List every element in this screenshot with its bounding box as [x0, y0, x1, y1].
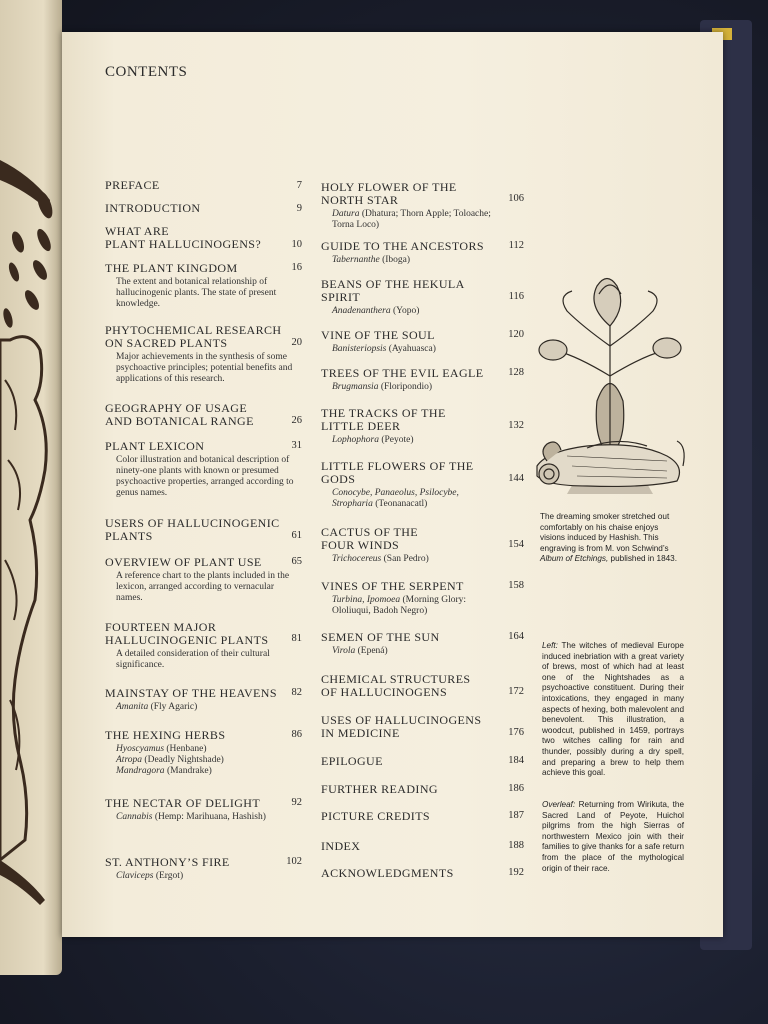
toc-entry[interactable] [105, 621, 297, 671]
toc-entry[interactable] [321, 278, 499, 317]
toc-entry-page-number: 120 [508, 329, 524, 340]
toc-entry[interactable] [105, 556, 297, 604]
toc-entry-title: USES OF HALLUCINOGENS IN MEDICINE [321, 713, 482, 740]
toc-entry-description: A detailed consideration of their cultural significance. [116, 649, 270, 670]
toc-entry-title: OVERVIEW OF PLANT USE [105, 555, 262, 569]
toc-entry-title: MAINSTAY OF THE HEAVENS [105, 686, 277, 700]
toc-entry-description: Virola (Epená) [332, 646, 388, 656]
toc-entry-page-number: 82 [291, 687, 302, 698]
caption-overleaf: Overleaf: Returning from Wirikuta, the Sacred Land of Peyote, Huichol pilgrims from the high Sierras of northwestern Mexico join with their families to give thanks for a safe return from the place of the mythological origin of their race. [542, 800, 684, 873]
toc-entry-page-number: 16 [291, 262, 302, 273]
toc-entry-title: PLANT LEXICON [105, 439, 205, 453]
toc-entry-title: FURTHER READING [321, 782, 438, 796]
toc-entry-title: INDEX [321, 839, 361, 853]
toc-entry-page-number: 176 [508, 727, 524, 738]
toc-entry-title: CHEMICAL STRUCTURES OF HALLUCINOGENS [321, 672, 471, 699]
toc-entry-page-number: 158 [508, 580, 524, 591]
toc-entry-page-number: 144 [508, 473, 524, 484]
toc-entry[interactable] [105, 440, 297, 499]
toc-entry-page-number: 184 [508, 755, 524, 766]
smoker-engraving [527, 266, 693, 500]
toc-entry[interactable] [321, 367, 499, 393]
toc-entry-page-number: 61 [291, 530, 302, 541]
toc-entry-page-number: 192 [508, 867, 524, 878]
toc-entry-page-number: 26 [291, 415, 302, 426]
toc-entry-page-number: 102 [286, 856, 302, 867]
toc-entry-title: TREES OF THE EVIL EAGLE [321, 366, 484, 380]
toc-entry-title: PREFACE [105, 178, 160, 192]
toc-entry-description: Conocybe, Panaeolus, Psilocybe, Stropharia (Teonanacatl) [332, 488, 459, 509]
toc-entry-title: THE NECTAR OF DELIGHT [105, 796, 261, 810]
toc-entry-description: Trichocereus (San Pedro) [332, 554, 429, 564]
toc-entry[interactable] [321, 755, 499, 768]
toc-entry-title: PICTURE CREDITS [321, 809, 431, 823]
toc-entry-page-number: 65 [291, 556, 302, 567]
toc-entry-page-number: 31 [291, 440, 302, 451]
toc-entry-page-number: 164 [508, 631, 524, 642]
toc-entry-title: ST. ANTHONY’S FIRE [105, 855, 230, 869]
toc-entry-description: Major achievements in the synthesis of some psychoactive principles; potential benefits and applications of this research. [116, 352, 293, 384]
toc-entry-title: SEMEN OF THE SUN [321, 630, 440, 644]
toc-entry-description: Claviceps (Ergot) [116, 871, 184, 881]
toc-entry-title: FOURTEEN MAJOR HALLUCINOGENIC PLANTS [105, 620, 269, 647]
page-title: CONTENTS [105, 64, 188, 80]
toc-entry-page-number: 9 [296, 203, 302, 214]
toc-entry-description: Anadenanthera (Yopo) [332, 306, 420, 316]
toc-entry[interactable] [105, 797, 297, 823]
toc-entry[interactable] [105, 687, 297, 713]
toc-entry-title: ACKNOWLEDGMENTS [321, 866, 454, 880]
toc-entry[interactable] [105, 856, 297, 882]
toc-entry-page-number: 106 [508, 193, 524, 204]
left-page-woodcut [0, 0, 62, 975]
toc-entry-title: CACTUS OF THE FOUR WINDS [321, 525, 418, 552]
toc-entry[interactable] [321, 240, 499, 266]
toc-entry[interactable] [105, 179, 297, 192]
toc-entry[interactable] [105, 729, 297, 777]
toc-entry-description: A reference chart to the plants included in the lexicon, arranged according to vernacular names. [116, 571, 290, 603]
toc-entry[interactable] [321, 714, 499, 740]
toc-entry[interactable] [321, 840, 499, 853]
toc-entry[interactable] [105, 402, 297, 428]
toc-entry-description: Lophophora (Peyote) [332, 435, 414, 445]
toc-entry-description: Color illustration and botanical description of ninety-one plants with known or presumed psychoactive properties, arranged according to genus names. [116, 455, 294, 498]
toc-entry-page-number: 116 [508, 291, 524, 302]
toc-entry-title: THE HEXING HERBS [105, 728, 226, 742]
toc-entry-title: GUIDE TO THE ANCESTORS [321, 239, 484, 253]
toc-entry[interactable] [105, 517, 297, 543]
toc-entry[interactable] [321, 631, 499, 657]
toc-entry-page-number: 188 [508, 840, 524, 851]
caption-smoker: The dreaming smoker stretched out comfortably on his chaise enjoys visions induced by Hashish. This engraving is from M. von Schwind’s Album of Etchings, published in 1843. [540, 512, 678, 564]
toc-entry-title: GEOGRAPHY OF USAGE AND BOTANICAL RANGE [105, 401, 254, 428]
toc-entry-page-number: 172 [508, 686, 524, 697]
toc-entry-page-number: 86 [291, 729, 302, 740]
toc-entry[interactable] [105, 225, 297, 251]
toc-entry[interactable] [321, 867, 499, 880]
toc-entry[interactable] [321, 460, 499, 510]
toc-entry-title: THE PLANT KINGDOM [105, 261, 238, 275]
toc-entry[interactable] [321, 783, 499, 796]
toc-entry[interactable] [321, 407, 499, 446]
toc-entry-page-number: 92 [291, 797, 302, 808]
toc-entry-description: Tabernanthe (Iboga) [332, 255, 411, 265]
toc-entry-page-number: 154 [508, 539, 524, 550]
toc-entry[interactable] [321, 810, 499, 823]
toc-entry-page-number: 10 [291, 239, 302, 250]
toc-entry[interactable] [321, 526, 499, 565]
toc-entry-page-number: 128 [508, 367, 524, 378]
toc-entry[interactable] [321, 329, 499, 355]
toc-entry-title: EPILOGUE [321, 754, 383, 768]
toc-entry-description: Turbina, Ipomoea (Morning Glory: Ololiuqui, Badoh Negro) [332, 595, 467, 616]
toc-entry-title: VINES OF THE SERPENT [321, 579, 464, 593]
toc-entry-description-line: Hyoscyamus (Henbane) [116, 744, 207, 754]
toc-entry-page-number: 132 [508, 420, 524, 431]
toc-entry[interactable] [105, 324, 297, 385]
toc-entry-description: Cannabis (Hemp: Marihuana, Hashish) [116, 812, 266, 822]
toc-entry-title: INTRODUCTION [105, 201, 201, 215]
toc-entry-description: Amanita (Fly Agaric) [116, 702, 198, 712]
toc-entry[interactable] [321, 673, 499, 699]
toc-entry-description-line: Mandragora (Mandrake) [116, 766, 212, 776]
caption-witches: Left: The witches of medieval Europe induced inebriation with a great variety of brews, most of which had at least one of the Nightshades as a psychoactive constituent. During their intoxications, they engaged in many aspects of hexing, both malevolent and benevolent. This illustration, a woodcut, published in 1459, portrays two witches calling for rain and thunder, possibly during a dry spell, and preparing a brew to help them achieve this goal. [542, 641, 685, 778]
toc-entry[interactable] [105, 262, 297, 310]
woodcut-illustration [0, 0, 62, 975]
toc-entry-description: Brugmansia (Floripondio) [332, 382, 433, 392]
toc-entry-title: LITTLE FLOWERS OF THE GODS [321, 459, 474, 486]
toc-entry[interactable] [105, 202, 297, 215]
toc-entry-page-number: 112 [508, 240, 524, 251]
toc-entry-title: USERS OF HALLUCINOGENIC PLANTS [105, 516, 280, 543]
toc-entry-description: Datura (Dhatura; Thorn Apple; Toloache; Torna Loco) [332, 209, 491, 230]
toc-entry-title: BEANS OF THE HEKULA SPIRIT [321, 277, 465, 304]
toc-entry-title: HOLY FLOWER OF THE NORTH STAR [321, 180, 457, 207]
toc-entry-description [105, 744, 297, 777]
toc-entry-page-number: 81 [291, 633, 302, 644]
toc-entry-page-number: 186 [508, 783, 524, 794]
toc-entry[interactable] [321, 181, 499, 231]
toc-entry[interactable] [321, 580, 499, 617]
toc-entry-description: The extent and botanical relationship of hallucinogenic plants. The state of present knowledge. [116, 277, 277, 309]
toc-entry-page-number: 20 [291, 337, 302, 348]
toc-entry-title: VINE OF THE SOUL [321, 328, 435, 342]
toc-entry-description-line: Atropa (Deadly Nightshade) [116, 755, 224, 765]
toc-entry-page-number: 7 [296, 180, 302, 191]
toc-entry-page-number: 187 [508, 810, 524, 821]
toc-entry-title: PHYTOCHEMICAL RESEARCH ON SACRED PLANTS [105, 323, 282, 350]
toc-entry-title: THE TRACKS OF THE LITTLE DEER [321, 406, 446, 433]
toc-entry-title: WHAT ARE PLANT HALLUCINOGENS? [105, 224, 262, 251]
toc-entry-description: Banisteriopsis (Ayahuasca) [332, 344, 436, 354]
